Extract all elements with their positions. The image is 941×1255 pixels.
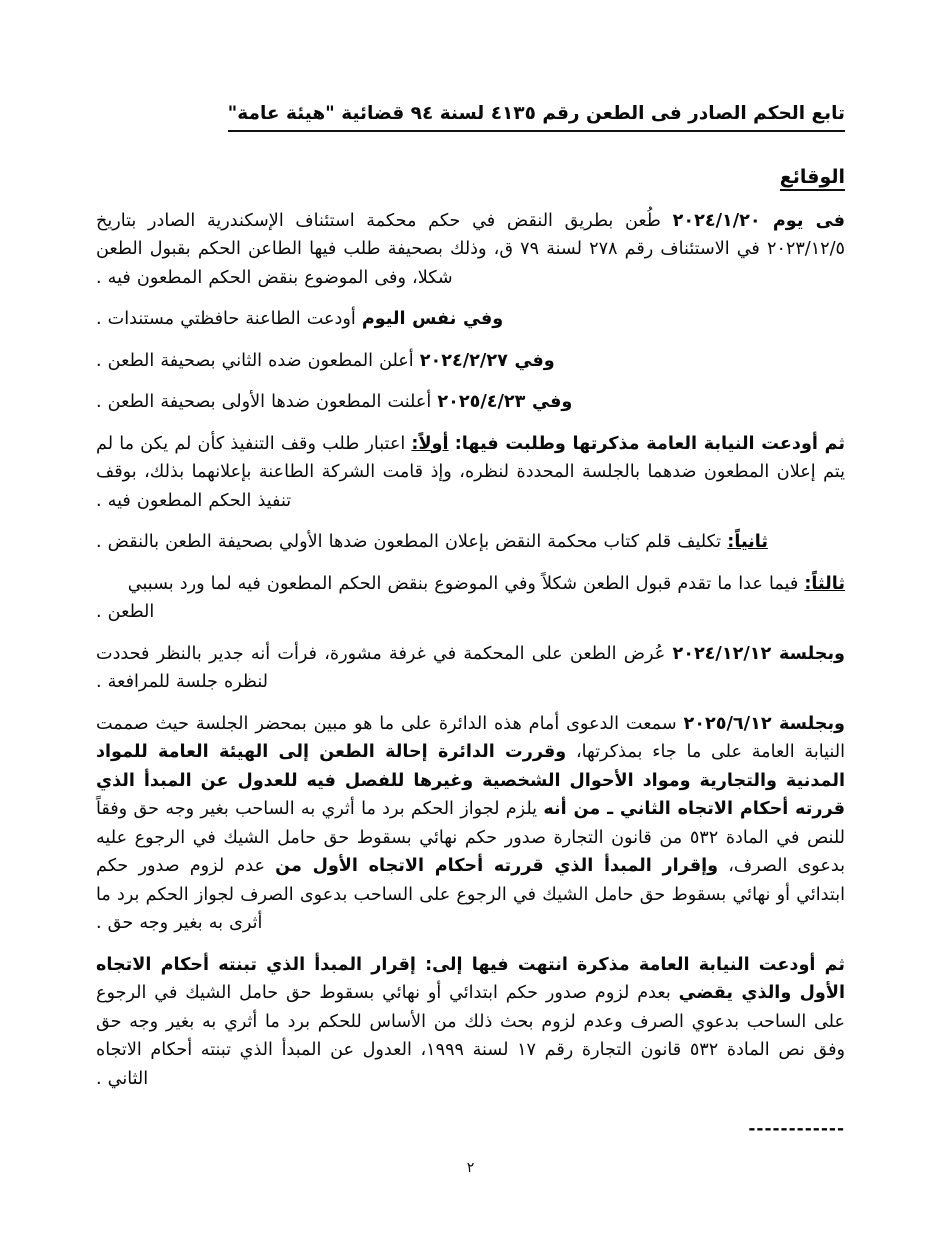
paragraph-prosecution-final-memo [96,951,845,1094]
document-body [96,100,845,1139]
document-header-title: تابع الحكم الصادر فى الطعن رقم ٤١٣٥ لسنة ٩٤ قضائية "هيئة عامة" [228,100,845,132]
paragraph-text: اعتبار طلب وقف التنفيذ كأن لم يكن ما لم يتم إعلان المطعون ضدهما بالجلسة المحددة لنظره، وإذ قامت الشركة الطاعنة بإعلانهما بذلك، بوقف تنفيذ الحكم المطعون فيه . [96,433,845,511]
paragraph-same-day-documents [96,305,845,334]
paragraph-text: أعلنت المطعون ضدها الأولى بصحيفة الطعن . [96,392,438,413]
page-number-footer: ٢ [466,1160,475,1176]
paragraph-lead-date: وفي ٢٠٢٥/٤/٢٣ [437,392,573,413]
paragraph-prosecution-memo-first [96,430,845,516]
paragraph-lead-date: وفي نفس اليوم [361,309,504,330]
paragraph-lead-date: فى يوم ٢٠٢٤/١/٢٠ [672,210,845,231]
paragraph-text: فيما عدا ما تقدم قبول الطعن شكلاً وفي الموضوع بنقض الحكم المطعون فيه لما ورد بسببي الطعن . [96,573,805,623]
ordinal-marker-second: ثانياً: [727,532,768,553]
paragraph-lead-date: وبجلسة ٢٠٢٥/٦/١٢ [683,713,845,734]
paragraph-segment-2-bold: وقررت الدائرة إحالة الطعن إلى الهيئة العامة للمواد المدنية والتجارية ومواد الأحوال الشخصية وغيرها للفصل فيه للعدول عن المبدأ الذي قررته أحكام الاتجاه الثاني ـ من أنه [96,742,845,820]
paragraph-lead-date: وفي ٢٠٢٤/٢/٢٧ [419,350,555,371]
ordinal-marker-first: أولاً: [411,433,449,454]
section-divider: ------------ [748,1119,845,1140]
paragraph-text: بعدم لزوم صدور حكم ابتدائي أو نهائي بسقوط حق حامل الشيك في الرجوع على الساحب بدعوي الصرف وعدم لزوم بحث ذلك من الأساس للحكم برد ما أثري به بغير وجه حق وفق نص المادة ٥٣٢ قانون التجارة رقم ١٧ لسنة ١٩٩٩، العدول عن المبدأ الذي تبنته أحكام الاتجاه الثاني . [96,983,845,1089]
paragraph-chamber-session-2024 [96,640,845,697]
paragraph-segment-3: يلزم لجواز الحكم برد ما أثري به الساحب بغير وجه حق وفقاً للنص في المادة ٥٣٢ من قانون التجارة صدور حكم نهائي بسقوط حق حامل الشيك في الرجوع عليه بدعوى الصرف، [96,799,846,877]
paragraph-notice-first-respondent [96,388,845,417]
paragraph-segment-4-bold: وإقرار المبدأ الذي قررته أحكام الاتجاه الأول من [275,856,719,877]
paragraph-lead-phrase: ثم أودعت النيابة العامة مذكرتها وطلبت فيها: [454,433,845,454]
paragraph-text: أعلن المطعون ضده الثاني بصحيفة الطعن . [96,350,420,371]
paragraph-notice-second-respondent [96,347,845,376]
paragraph-prosecution-request-second [96,528,845,557]
ordinal-marker-third: ثالثاً: [804,573,845,594]
paragraph-text: تكليف قلم كتاب محكمة النقض بإعلان المطعون ضدها الأولي بصحيفة الطعن بالنقض . [96,532,728,553]
paragraph-prosecution-request-third [96,570,845,627]
section-heading-facts [96,166,845,191]
paragraph-lead-date: وبجلسة ٢٠٢٤/١٢/١٢ [672,643,845,664]
paragraph-text: عُرض الطعن على المحكمة في غرفة مشورة، فرأت أنه جدير بالنظر فحددت لنظره جلسة للمرافعة . [96,643,673,693]
paragraph-hearing-session-2025 [96,710,845,938]
section-heading-label: الوقائع [780,166,845,191]
paragraph-lead-phrase: ثم أودعت النيابة العامة مذكرة انتهت فيها إلى: إقرار المبدأ الذي تبنته أحكام الاتجاه الأول والذي يقضي [96,954,845,1004]
paragraph-text: أودعت الطاعنة حافظتي مستندات . [96,309,362,330]
paragraph-text: طُعن بطريق النقض في حكم محكمة استئناف الإسكندرية الصادر بتاريخ ٢٠٢٣/١٢/٥ في الاستئناف رقم ٢٧٨ لسنة ٧٩ ق، وذلك بصحيفة طلب فيها الطاعن الحكم بقبول الطعن شكلا، وفى الموضوع بنقض الحكم المطعون فيه . [96,210,846,288]
document-header [96,100,845,132]
paragraph-filing-of-appeal [96,207,845,293]
paragraph-segment-1: سمعت الدعوى أمام هذه الدائرة على ما هو مبين بمحضر الجلسة حيث صممت النيابة العامة على ما جاء بمذكرتها، [96,713,845,763]
paragraph-segment-5: عدم لزوم صدور حكم ابتدائي أو نهائي بسقوط حق حامل الشيك في الرجوع على الساحب بدعوى الصرف لجواز الحكم برد ما أثرى به بغير وجه حق . [96,856,845,934]
